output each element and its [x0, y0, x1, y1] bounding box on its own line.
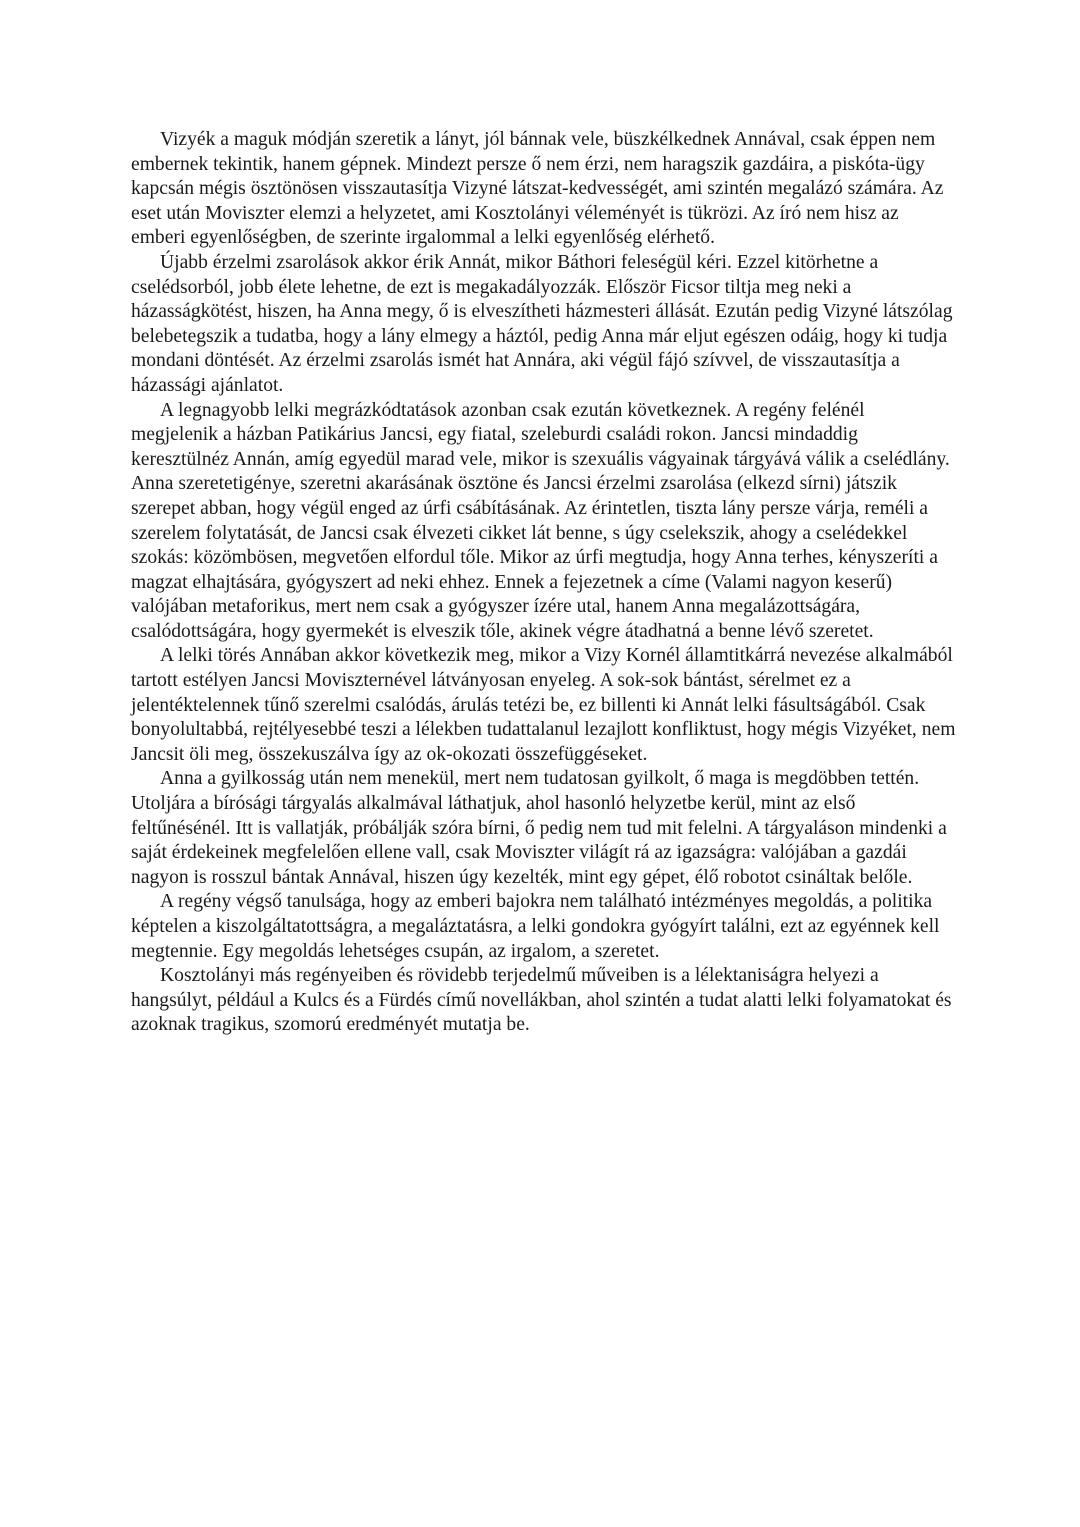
paragraph-5: Anna a gyilkosság után nem menekül, mert nem tudatosan gyilkolt, ő maga is megdöbben tettén. Utoljára a bírósági tárgyalás alkalmával láthatjuk, ahol hasonló helyzetbe kerül, mint az első feltűnésénél. Itt is vallatják, próbálják szóra bírni, ő pedig nem tud mit felelni. A tárgyaláson mindenki a saját érdekeinek megfelelően ellene vall, csak Moviszter világít rá az igazságra: valójában a gazdái nagyon is rosszul bántak Annával, hiszen úgy kezelték, mint egy gépet, élő robotot csináltak belőle. [131, 768, 947, 888]
paragraph-6: A regény végső tanulsága, hogy az emberi bajokra nem található intézményes megoldás, a politika képtelen a kiszolgáltatottságra, a megaláztatásra, a lelki gondokra gyógyírt találni, ezt az egyénnek kell megtennie. Egy megoldás lehetséges csupán, az irgalom, a szeretet. [131, 891, 940, 962]
paragraph-2: Újabb érzelmi zsarolások akkor érik Annát, mikor Báthori feleségül kéri. Ezzel kitörhetne a cselédsorból, jobb élete lehetne, de ezt is megakadályozzák. Először Ficsor tiltja meg neki a házasságkötést, hiszen, ha Anna megy, ő is elveszítheti házmesteri állását. Ezután pedig Vizyné látszólag belebetegszik a tudatba, hogy a lány elmegy a háztól, pedig Anna már eljut egészen odáig, hogy ki tudja mondani döntését. Az érzelmi zsarolás ismét hat Annára, aki végül fájó szívvel, de visszautasítja a házassági ajánlatot. [131, 251, 953, 396]
paragraph-3: A legnagyobb lelki megrázkódtatások azonban csak ezután következnek. A regény felénél megjelenik a házban Patikárius Jancsi, egy fiatal, szeleburdi családi rokon. Jancsi mindaddig keresztülnéz Annán, amíg egyedül marad vele, mikor is szexuális vágyainak tárgyává válik a cselédlány. Anna szeretetigénye, szeretni akarásának ösztöne és Jancsi érzelmi zsarolása (elkezd sírni) játszik szerepet abban, hogy végül enged az úrfi csábításának. Az érintetlen, tiszta lány persze várja, reméli a szerelem folytatását, de Jancsi csak élvezeti cikket lát benne, s úgy cselekszik, ahogy a cselédekkel szokás: közömbösen, megvetően elfordul tőle. Mikor az úrfi megtudja, hogy Anna terhes, kényszeríti a magzat elhajtására, gyógyszert ad neki ehhez. Ennek a fejezetnek a címe (Valami nagyon keserű) valójában metaforikus, mert nem csak a gyógyszer ízére utal, hanem Anna megalázottságára, csalódottságára, hogy gyermekét is elveszik tőle, akinek végre átadhatná a benne lévő szeretet. [131, 399, 950, 642]
paragraph-1: Vizyék a maguk módján szeretik a lányt, jól bánnak vele, büszkélkednek Annával, csak éppen nem embernek tekintik, hanem gépnek. Mindezt persze ő nem érzi, nem haragszik gazdáira, a piskóta-ügy kapcsán mégis ösztönösen visszautasítja Vizyné látszat-kedvességét, ami szintén megalázó számára. Az eset után Moviszter elemzi a helyzetet, ami Kosztolányi véleményét is tükrözi. Az író nem hisz az emberi egyenlőségben, de szerinte irgalommal a lelki egyenlőség elérhető. [131, 129, 944, 249]
document-page [131, 128, 956, 1038]
paragraph-7: Kosztolányi más regényeiben és rövidebb terjedelmű műveiben is a lélektaniságra helyezi a hangsúlyt, például a Kulcs és a Fürdés című novellákban, ahol szintén a tudat alatti lelki folyamatokat és azoknak tragikus, szomorú eredményét mutatja be. [131, 965, 952, 1036]
paragraph-4: A lelki törés Annában akkor következik meg, mikor a Vizy Kornél államtitkárrá nevezése alkalmából tartott estélyen Jancsi Moviszternével látványosan enyeleg. A sok-sok bántást, sérelmet ez a jelentéktelennek tűnő szerelmi csalódás, árulás tetézi be, ez billenti ki Annát lelki fásultságából. Csak bonyolultabbá, rejtélyesebbé teszi a lélekben tudattalanul lezajlott konfliktust, hogy mégis Vizyéket, nem Jancsit öli meg, összekuszálva így az ok-okozati összefüggéseket. [131, 645, 956, 765]
